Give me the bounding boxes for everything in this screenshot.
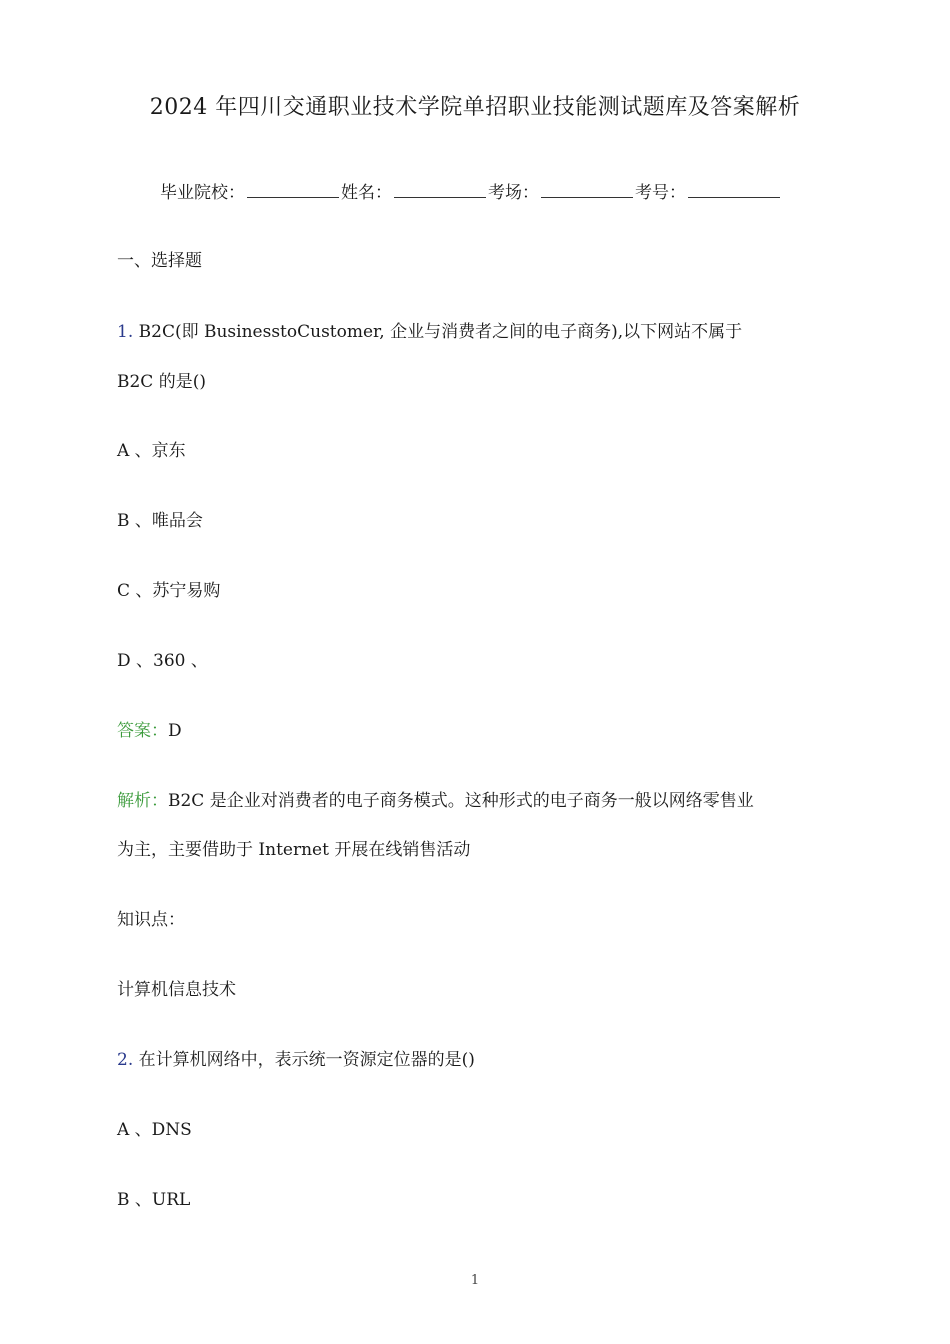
room-blank[interactable] bbox=[541, 183, 633, 198]
analysis-label: 解析： bbox=[117, 791, 168, 811]
question-1-text: B2C(即 BusinesstoCustomer, 企业与消费者之间的电子商务),以下网站不属于 bbox=[138, 322, 743, 342]
q1-option-a: A 、京东 bbox=[117, 441, 186, 461]
q1-answer bbox=[117, 716, 182, 741]
q1-option-c: C 、苏宁易购 bbox=[117, 581, 221, 601]
q1-analysis-line2: 为主，主要借助于 Internet 开展在线销售活动 bbox=[117, 840, 471, 860]
room-label: 考场： bbox=[488, 183, 539, 203]
name-label: 姓名： bbox=[341, 183, 392, 203]
q1-option-d: D 、360 、 bbox=[117, 651, 208, 671]
answer-value: D bbox=[168, 721, 182, 741]
id-label: 考号： bbox=[635, 183, 686, 203]
q2-option-a: A 、DNS bbox=[117, 1120, 192, 1140]
question-1-line1 bbox=[117, 317, 742, 342]
document-title: 2024 年四川交通职业技术学院单招职业技能测试题库及答案解析 bbox=[149, 95, 801, 120]
q1-knowledge-value: 计算机信息技术 bbox=[117, 980, 236, 1000]
answer-label: 答案： bbox=[117, 721, 168, 741]
page-number: 1 bbox=[470, 1273, 480, 1288]
q1-knowledge-label: 知识点： bbox=[117, 910, 185, 930]
q2-option-b: B 、URL bbox=[117, 1190, 191, 1210]
school-blank[interactable] bbox=[247, 183, 339, 198]
question-2-text: 在计算机网络中，表示统一资源定位器的是() bbox=[138, 1050, 475, 1070]
question-1-number: 1. bbox=[117, 322, 134, 342]
q1-analysis-line1 bbox=[117, 786, 754, 811]
question-2-number: 2. bbox=[117, 1050, 134, 1070]
id-blank[interactable] bbox=[688, 183, 780, 198]
q1-option-b: B 、唯品会 bbox=[117, 511, 203, 531]
section-heading: 一、选择题 bbox=[117, 251, 202, 271]
name-blank[interactable] bbox=[394, 183, 486, 198]
school-label: 毕业院校： bbox=[160, 183, 245, 203]
exam-info-line bbox=[160, 178, 782, 203]
question-2-line1 bbox=[117, 1045, 475, 1070]
analysis-text-1: B2C 是企业对消费者的电子商务模式。这种形式的电子商务一般以网络零售业 bbox=[168, 791, 754, 811]
question-1-line2: B2C 的是() bbox=[117, 372, 206, 392]
